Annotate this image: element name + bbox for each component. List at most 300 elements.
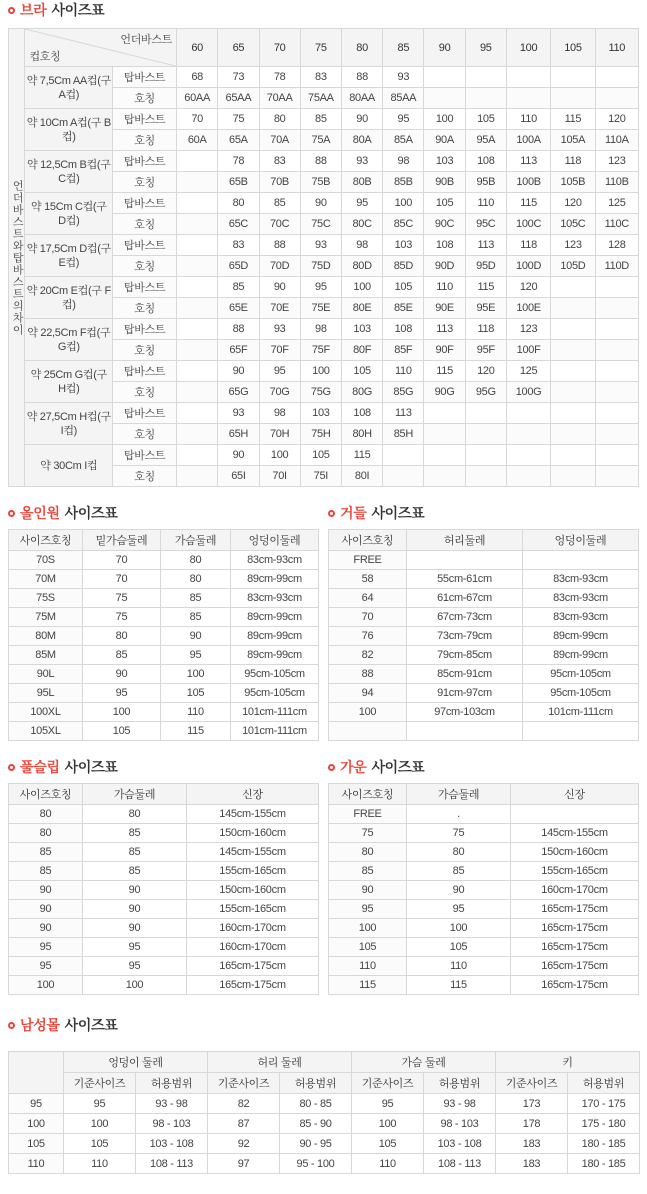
bra-designation-9-10 <box>595 466 638 487</box>
girdle-cell-3-0: 70 <box>329 608 407 627</box>
girdle-column <box>328 503 638 741</box>
bra-row-type-top: 탑바스트 <box>113 319 177 340</box>
bra-cup-label-1: 약 10Cm A컵(구 B컵) <box>25 109 113 151</box>
bra-topbust-5-5: 105 <box>383 277 424 298</box>
bra-column-header-7: 95 <box>465 29 506 67</box>
bra-row-top <box>9 67 639 88</box>
bra-designation-1-8: 100A <box>506 130 550 151</box>
gown-cell-2-2: 150cm-160cm <box>511 843 639 862</box>
bra-row-top <box>9 319 639 340</box>
men-cell-3-1: 110 <box>64 1154 136 1174</box>
bra-row-type-top: 탑바스트 <box>113 403 177 424</box>
table-row <box>329 957 639 976</box>
allinone-cell-1-0: 70M <box>9 570 83 589</box>
bra-designation-0-9 <box>551 88 595 109</box>
girdle-size-table <box>328 529 639 741</box>
gown-size-table <box>328 783 639 995</box>
table-row <box>9 722 319 741</box>
bra-topbust-5-1: 85 <box>218 277 259 298</box>
bra-row-top <box>9 193 639 214</box>
allinone-cell-5-0: 85M <box>9 646 83 665</box>
gown-cell-8-1: 110 <box>407 957 511 976</box>
bra-topbust-1-8: 110 <box>506 109 550 130</box>
gown-cell-6-0: 100 <box>329 919 407 938</box>
bra-topbust-9-10 <box>595 445 638 466</box>
bra-designation-5-5: 85E <box>383 298 424 319</box>
section-heading-men <box>8 1015 647 1035</box>
men-cell-2-0: 105 <box>9 1134 64 1154</box>
bra-designation-6-0 <box>177 340 218 361</box>
bra-topbust-0-2: 78 <box>259 67 300 88</box>
allinone-cell-1-3: 89cm-99cm <box>231 570 319 589</box>
table-row <box>329 805 639 824</box>
bra-designation-9-0 <box>177 466 218 487</box>
men-cell-0-0: 95 <box>9 1094 64 1114</box>
bra-topbust-1-6: 100 <box>424 109 465 130</box>
bra-topbust-5-10 <box>595 277 638 298</box>
bra-topbust-1-3: 85 <box>300 109 341 130</box>
table-row <box>329 589 639 608</box>
bra-designation-8-8 <box>506 424 550 445</box>
bra-designation-0-4: 80AA <box>341 88 382 109</box>
bra-designation-9-3: 75I <box>300 466 341 487</box>
bra-topbust-4-8: 118 <box>506 235 550 256</box>
bra-topbust-6-3: 98 <box>300 319 341 340</box>
bra-designation-3-3: 75C <box>300 214 341 235</box>
girdle-cell-4-2: 89cm-99cm <box>523 627 639 646</box>
girdle-column-header-0: 사이즈호칭 <box>329 530 407 551</box>
allinone-cell-3-1: 75 <box>83 608 161 627</box>
bra-column-header-1: 65 <box>218 29 259 67</box>
table-row <box>329 722 639 741</box>
men-cell-1-6: 98 - 103 <box>424 1114 496 1134</box>
bra-row-type-bottom: 호칭 <box>113 382 177 403</box>
fullslip-cell-6-0: 90 <box>9 919 83 938</box>
fullslip-cell-0-1: 80 <box>83 805 187 824</box>
bra-designation-2-9: 105B <box>551 172 595 193</box>
bra-designation-8-0 <box>177 424 218 445</box>
girdle-cell-7-0: 94 <box>329 684 407 703</box>
bra-topbust-0-4: 88 <box>341 67 382 88</box>
table-row <box>9 589 319 608</box>
men-cell-3-0: 110 <box>9 1154 64 1174</box>
bra-topbust-8-3: 103 <box>300 403 341 424</box>
bra-topbust-5-7: 115 <box>465 277 506 298</box>
bra-row-type-top: 탑바스트 <box>113 193 177 214</box>
bra-topbust-2-8: 113 <box>506 151 550 172</box>
bra-row-type-bottom: 호칭 <box>113 88 177 109</box>
bra-designation-6-4: 80F <box>341 340 382 361</box>
men-group-header-4: 키 <box>496 1052 640 1073</box>
bra-designation-9-7 <box>465 466 506 487</box>
men-cell-0-1: 95 <box>64 1094 136 1114</box>
bra-topbust-1-2: 80 <box>259 109 300 130</box>
bra-row-type-bottom: 호칭 <box>113 172 177 193</box>
men-cell-0-8: 170 - 175 <box>568 1094 640 1114</box>
bra-topbust-0-10 <box>595 67 638 88</box>
girdle-cell-6-0: 88 <box>329 665 407 684</box>
bra-row-top <box>9 445 639 466</box>
gown-cell-2-0: 80 <box>329 843 407 862</box>
bra-topbust-2-9: 118 <box>551 151 595 172</box>
table-row <box>329 703 639 722</box>
bra-topbust-7-9 <box>551 361 595 382</box>
bra-topbust-0-0: 68 <box>177 67 218 88</box>
bra-topbust-1-10: 120 <box>595 109 638 130</box>
allinone-cell-3-2: 85 <box>161 608 231 627</box>
bra-designation-4-0 <box>177 256 218 277</box>
fullslip-cell-6-2: 160cm-170cm <box>187 919 319 938</box>
gown-cell-1-2: 145cm-155cm <box>511 824 639 843</box>
allinone-cell-6-3: 95cm-105cm <box>231 665 319 684</box>
bra-designation-1-1: 65A <box>218 130 259 151</box>
allinone-cell-3-3: 89cm-99cm <box>231 608 319 627</box>
bra-designation-7-10 <box>595 382 638 403</box>
table-row <box>9 1094 640 1114</box>
bra-designation-7-8: 100G <box>506 382 550 403</box>
allinone-cell-0-1: 70 <box>83 551 161 570</box>
gown-cell-8-2: 165cm-175cm <box>511 957 639 976</box>
two-column-row-1 <box>8 503 639 741</box>
gown-cell-1-1: 75 <box>407 824 511 843</box>
bra-topbust-5-3: 95 <box>300 277 341 298</box>
fullslip-cell-5-2: 155cm-165cm <box>187 900 319 919</box>
table-row <box>329 684 639 703</box>
bra-designation-4-10: 110D <box>595 256 638 277</box>
gown-cell-4-0: 90 <box>329 881 407 900</box>
bullet-icon <box>328 764 335 771</box>
girdle-column-header-1: 허리둘레 <box>407 530 523 551</box>
men-cell-2-4: 90 - 95 <box>280 1134 352 1154</box>
bra-row-type-top: 탑바스트 <box>113 151 177 172</box>
bra-topbust-9-1: 90 <box>218 445 259 466</box>
table-row <box>329 938 639 957</box>
table-row <box>329 843 639 862</box>
bra-topbust-8-8 <box>506 403 550 424</box>
men-cell-1-3: 87 <box>208 1114 280 1134</box>
bra-designation-7-9 <box>551 382 595 403</box>
bra-topbust-8-1: 93 <box>218 403 259 424</box>
bra-designation-7-5: 85G <box>383 382 424 403</box>
section-heading-allinone <box>8 503 318 523</box>
bra-column-header-5: 85 <box>383 29 424 67</box>
bra-topbust-7-2: 95 <box>259 361 300 382</box>
bra-designation-4-3: 75D <box>300 256 341 277</box>
bra-topbust-3-8: 115 <box>506 193 550 214</box>
girdle-cell-4-1: 73cm-79cm <box>407 627 523 646</box>
bra-topbust-5-4: 100 <box>341 277 382 298</box>
section-heading-gown <box>328 757 638 777</box>
bra-designation-4-6: 90D <box>424 256 465 277</box>
bra-designation-1-6: 90A <box>424 130 465 151</box>
gown-cell-7-2: 165cm-175cm <box>511 938 639 957</box>
gown-cell-9-0: 115 <box>329 976 407 995</box>
table-row <box>329 881 639 900</box>
men-group-header-1: 엉덩이 둘레 <box>64 1052 208 1073</box>
allinone-size-table <box>8 529 319 741</box>
bra-designation-2-10: 110B <box>595 172 638 193</box>
bra-designation-0-1: 65AA <box>218 88 259 109</box>
gown-column-header-2: 신장 <box>511 784 639 805</box>
men-cell-2-2: 103 - 108 <box>136 1134 208 1154</box>
bra-topbust-6-1: 88 <box>218 319 259 340</box>
table-row <box>329 570 639 589</box>
girdle-cell-8-0: 100 <box>329 703 407 722</box>
bra-designation-7-4: 80G <box>341 382 382 403</box>
bra-topbust-3-9: 120 <box>551 193 595 214</box>
girdle-cell-9-1 <box>407 722 523 741</box>
men-cell-3-8: 180 - 185 <box>568 1154 640 1174</box>
section-title: 사이즈표 <box>64 759 118 775</box>
bra-designation-9-4: 80I <box>341 466 382 487</box>
allinone-cell-2-0: 75S <box>9 589 83 608</box>
bra-topbust-7-10 <box>595 361 638 382</box>
allinone-column <box>8 503 318 741</box>
bra-row-top <box>9 109 639 130</box>
girdle-cell-5-2: 89cm-99cm <box>523 646 639 665</box>
table-row <box>329 627 639 646</box>
bra-designation-0-3: 75AA <box>300 88 341 109</box>
gown-cell-2-1: 80 <box>407 843 511 862</box>
bra-topbust-1-5: 95 <box>383 109 424 130</box>
bra-designation-4-8: 100D <box>506 256 550 277</box>
fullslip-cell-1-2: 150cm-160cm <box>187 824 319 843</box>
girdle-cell-7-2: 95cm-105cm <box>523 684 639 703</box>
allinone-cell-6-1: 90 <box>83 665 161 684</box>
bra-designation-8-10 <box>595 424 638 445</box>
men-cell-0-2: 93 - 98 <box>136 1094 208 1114</box>
girdle-cell-5-1: 79cm-85cm <box>407 646 523 665</box>
girdle-cell-1-2: 83cm-93cm <box>523 570 639 589</box>
bra-header-row <box>9 29 639 67</box>
bra-topbust-4-1: 83 <box>218 235 259 256</box>
bra-topbust-0-6 <box>424 67 465 88</box>
men-cell-1-5: 100 <box>352 1114 424 1134</box>
bra-corner-top-label: 언더바스트 <box>120 34 173 46</box>
table-row <box>9 684 319 703</box>
bra-designation-0-7 <box>465 88 506 109</box>
bra-designation-3-10: 110C <box>595 214 638 235</box>
men-sub-header-0-1: 허용범위 <box>136 1073 208 1094</box>
bra-topbust-2-10: 123 <box>595 151 638 172</box>
girdle-column-header-2: 엉덩이둘레 <box>523 530 639 551</box>
allinone-cell-9-0: 105XL <box>9 722 83 741</box>
bra-designation-5-1: 65E <box>218 298 259 319</box>
bra-topbust-4-10: 128 <box>595 235 638 256</box>
bra-designation-7-7: 95G <box>465 382 506 403</box>
men-group-header-3: 가슴 둘레 <box>352 1052 496 1073</box>
bra-designation-8-7 <box>465 424 506 445</box>
allinone-cell-0-2: 80 <box>161 551 231 570</box>
bra-topbust-8-9 <box>551 403 595 424</box>
bra-topbust-7-8: 125 <box>506 361 550 382</box>
table-header-row <box>9 530 319 551</box>
bra-topbust-6-5: 108 <box>383 319 424 340</box>
gown-cell-7-1: 105 <box>407 938 511 957</box>
bra-row-top <box>9 235 639 256</box>
bra-row-type-top: 탑바스트 <box>113 67 177 88</box>
bra-topbust-9-6 <box>424 445 465 466</box>
table-row <box>9 900 319 919</box>
fullslip-cell-2-1: 85 <box>83 843 187 862</box>
bra-cup-label-2: 약 12,5Cm B컵(구 C컵) <box>25 151 113 193</box>
bra-row-top <box>9 151 639 172</box>
bra-row-type-bottom: 호칭 <box>113 130 177 151</box>
men-cell-0-7: 173 <box>496 1094 568 1114</box>
bra-topbust-8-5: 113 <box>383 403 424 424</box>
allinone-cell-7-1: 95 <box>83 684 161 703</box>
girdle-cell-9-2 <box>523 722 639 741</box>
bra-topbust-1-7: 105 <box>465 109 506 130</box>
section-heading-fullslip <box>8 757 318 777</box>
bra-topbust-3-7: 110 <box>465 193 506 214</box>
section-title: 사이즈표 <box>64 1017 118 1033</box>
bra-designation-6-8: 100F <box>506 340 550 361</box>
girdle-cell-1-1: 55cm-61cm <box>407 570 523 589</box>
bra-topbust-6-8: 123 <box>506 319 550 340</box>
bra-cup-label-7: 약 25Cm G컵(구 H컵) <box>25 361 113 403</box>
bra-designation-1-0: 60A <box>177 130 218 151</box>
bra-designation-5-7: 95E <box>465 298 506 319</box>
bra-topbust-4-9: 123 <box>551 235 595 256</box>
bra-topbust-6-2: 93 <box>259 319 300 340</box>
bra-topbust-7-5: 110 <box>383 361 424 382</box>
bra-topbust-4-6: 108 <box>424 235 465 256</box>
allinone-cell-9-1: 105 <box>83 722 161 741</box>
fullslip-column-header-2: 신장 <box>187 784 319 805</box>
bra-designation-4-7: 95D <box>465 256 506 277</box>
bra-designation-6-2: 70F <box>259 340 300 361</box>
men-sub-header-3-1: 허용범위 <box>568 1073 640 1094</box>
section-heading-bra <box>8 0 647 20</box>
bra-column-header-3: 75 <box>300 29 341 67</box>
bra-topbust-6-9 <box>551 319 595 340</box>
bra-topbust-9-9 <box>551 445 595 466</box>
allinone-cell-4-0: 80M <box>9 627 83 646</box>
table-header-row <box>329 784 639 805</box>
two-column-row-2 <box>8 757 639 995</box>
bra-topbust-5-8: 120 <box>506 277 550 298</box>
gown-column-header-0: 사이즈호칭 <box>329 784 407 805</box>
bra-topbust-6-10 <box>595 319 638 340</box>
bra-column-header-0: 60 <box>177 29 218 67</box>
fullslip-cell-4-2: 150cm-160cm <box>187 881 319 900</box>
bra-designation-2-0 <box>177 172 218 193</box>
girdle-cell-2-0: 64 <box>329 589 407 608</box>
bra-topbust-8-2: 98 <box>259 403 300 424</box>
bra-designation-3-0 <box>177 214 218 235</box>
bra-topbust-1-9: 115 <box>551 109 595 130</box>
girdle-cell-8-2: 101cm-111cm <box>523 703 639 722</box>
bra-designation-7-1: 65G <box>218 382 259 403</box>
table-row <box>9 1154 640 1174</box>
table-row <box>329 862 639 881</box>
allinone-cell-5-2: 95 <box>161 646 231 665</box>
table-row <box>329 900 639 919</box>
bra-designation-9-1: 65I <box>218 466 259 487</box>
bra-topbust-0-7 <box>465 67 506 88</box>
bra-row-type-top: 탑바스트 <box>113 235 177 256</box>
bra-cup-label-4: 약 17,5Cm D컵(구 E컵) <box>25 235 113 277</box>
bra-topbust-3-4: 95 <box>341 193 382 214</box>
bra-topbust-3-6: 105 <box>424 193 465 214</box>
bra-row-top <box>9 277 639 298</box>
bra-designation-8-9 <box>551 424 595 445</box>
table-group-header-row <box>9 1052 640 1073</box>
table-row <box>9 570 319 589</box>
section-keyword: 브라 <box>20 2 47 18</box>
allinone-cell-2-2: 85 <box>161 589 231 608</box>
bra-designation-7-2: 70G <box>259 382 300 403</box>
table-header-row <box>9 784 319 805</box>
girdle-cell-0-1 <box>407 551 523 570</box>
bra-topbust-5-2: 90 <box>259 277 300 298</box>
bra-column-header-9: 105 <box>551 29 595 67</box>
bra-row-type-top: 탑바스트 <box>113 445 177 466</box>
bra-designation-7-6: 90G <box>424 382 465 403</box>
girdle-cell-2-2: 83cm-93cm <box>523 589 639 608</box>
bra-cup-label-3: 약 15Cm C컵(구 D컵) <box>25 193 113 235</box>
bra-designation-6-7: 95F <box>465 340 506 361</box>
bra-topbust-5-6: 110 <box>424 277 465 298</box>
bra-designation-3-8: 100C <box>506 214 550 235</box>
section-title: 사이즈표 <box>64 505 118 521</box>
bra-topbust-2-7: 108 <box>465 151 506 172</box>
bra-topbust-8-4: 108 <box>341 403 382 424</box>
bra-topbust-6-0 <box>177 319 218 340</box>
bra-topbust-1-4: 90 <box>341 109 382 130</box>
fullslip-cell-2-0: 85 <box>9 843 83 862</box>
allinone-cell-7-2: 105 <box>161 684 231 703</box>
men-cell-2-7: 183 <box>496 1134 568 1154</box>
bra-designation-4-5: 85D <box>383 256 424 277</box>
fullslip-cell-7-1: 95 <box>83 938 187 957</box>
allinone-column-header-2: 가슴둘레 <box>161 530 231 551</box>
bra-designation-9-8 <box>506 466 550 487</box>
bra-topbust-4-2: 88 <box>259 235 300 256</box>
bra-topbust-0-1: 73 <box>218 67 259 88</box>
bra-row-type-top: 탑바스트 <box>113 361 177 382</box>
allinone-cell-5-3: 89cm-99cm <box>231 646 319 665</box>
gown-cell-4-2: 160cm-170cm <box>511 881 639 900</box>
bra-designation-6-1: 65F <box>218 340 259 361</box>
allinone-column-header-0: 사이즈호칭 <box>9 530 83 551</box>
bra-designation-4-4: 80D <box>341 256 382 277</box>
bra-designation-9-5 <box>383 466 424 487</box>
section-keyword: 올인원 <box>20 505 60 521</box>
men-cell-3-2: 108 - 113 <box>136 1154 208 1174</box>
bullet-icon <box>8 764 15 771</box>
gown-cell-5-2: 165cm-175cm <box>511 900 639 919</box>
bra-topbust-7-6: 115 <box>424 361 465 382</box>
bra-designation-8-3: 75H <box>300 424 341 445</box>
bullet-icon <box>8 1022 15 1029</box>
fullslip-cell-9-1: 100 <box>83 976 187 995</box>
allinone-cell-6-0: 90L <box>9 665 83 684</box>
bra-topbust-7-4: 105 <box>341 361 382 382</box>
men-cell-1-0: 100 <box>9 1114 64 1134</box>
bra-topbust-6-7: 118 <box>465 319 506 340</box>
bra-row-type-bottom: 호칭 <box>113 298 177 319</box>
gown-cell-6-2: 165cm-175cm <box>511 919 639 938</box>
bra-topbust-7-3: 100 <box>300 361 341 382</box>
men-cell-2-1: 105 <box>64 1134 136 1154</box>
bra-topbust-2-4: 93 <box>341 151 382 172</box>
bra-designation-5-9 <box>551 298 595 319</box>
bra-designation-1-10: 110A <box>595 130 638 151</box>
men-cell-2-5: 105 <box>352 1134 424 1154</box>
men-sub-header-3-0: 기준사이즈 <box>496 1073 568 1094</box>
